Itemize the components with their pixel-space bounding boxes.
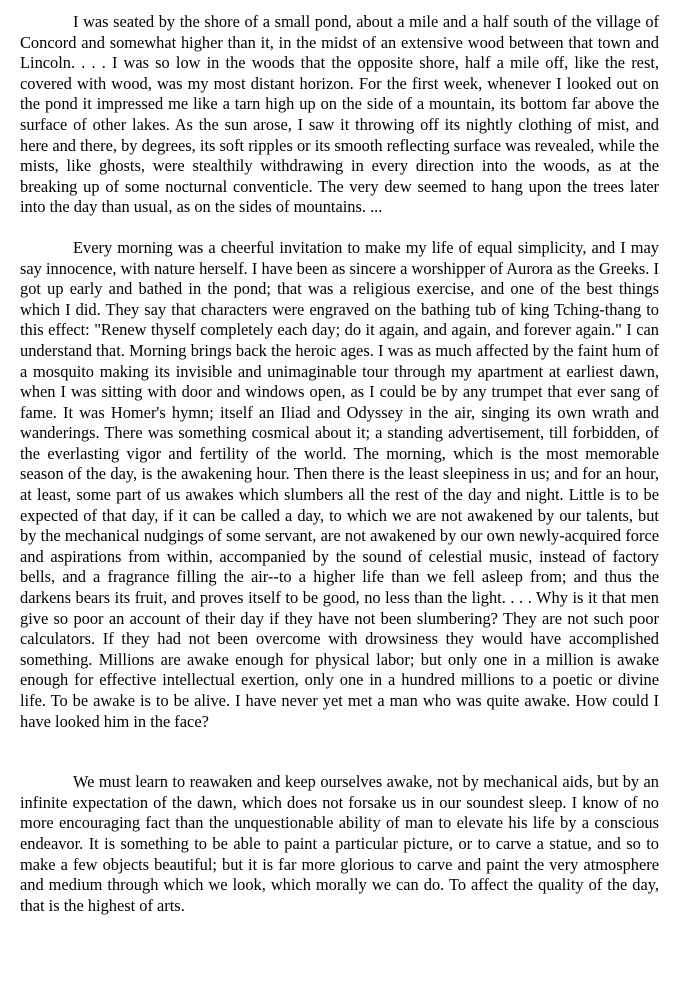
paragraph-every-morning: Every morning was a cheerful invitation to make my life of equal simplicity, and I may say innocence, with nature herself. I have been as sincere a worshipper of Aurora as the Greeks. I got up early and bathed in the pond; that was a religious exercise, and one of the best things which I did. They say that characters were engraved on the bathing tub of king Tching-thang to this effect: "Renew thyself completely each day; do it again, and again, and forever again." I can understand that. Morning brings back the heroic ages. I was as much affected by the faint hum of a mosquito making its invisible and unimaginable tour through my apartment at earliest dawn, when I was sitting with door and windows open, as I could be by any trumpet that ever sang of fame. It was Homer's hymn; itself an Iliad and Odyssey in the air, singing its own wrath and wanderings. There was something cosmical about it; a standing advertisement, till forbidden, of the everlasting vigor and fertility of the world. The morning, which is the most memorable season of the day, is the awakening hour. Then there is the least sleepiness in us; and for an hour, at least, some part of us awakes which slumbers all the rest of the day and night. Little is to be expected of that day, if it can be called a day, to which we are not awakened by our talents, but by the mechanical nudgings of some servant, are not awakened by our own newly-acquired force and aspirations from within, accompanied by the sound of celestial music, instead of factory bells, and a fragrance filling the air--to a higher life than we fell asleep from; and thus the darkens bears its fruit, and proves itself to be good, no less than the light. . . . Why is it that men give so poor an account of their day if they have not been slumbering? They are not such poor calculators. If they had not been overcome with drowsiness they would have accomplished something. Millions are awake enough for physical labor; but only one in a million is awake enough for effective intellectual exertion, only one in a hundred millions to a poetic or divine life. To be awake is to be alive. I have never yet met a man who was quite awake. How could I have looked him in the face?: [20, 237, 659, 731]
paragraph-walden-pond: I was seated by the shore of a small pond, about a mile and a half south of the village of Concord and somewhat higher than it, in the midst of an extensive wood between that town and Lincoln. . . . I was so low in the woods that the opposite shore, half a mile off, like the rest, covered with wood, was my most distant horizon. For the first week, whenever I looked out on the pond it impressed me like a tarn high up on the side of a mountain, its bottom far above the surface of other lakes. As the sun arose, I saw it throwing off its nightly clothing of mist, and here and there, by degrees, its soft ripples or its smooth reflecting surface was revealed, while the mists, like ghosts, were stealthily withdrawing in every direction into the woods, as at the breaking up of some nocturnal conventicle. The very dew seemed to hang upon the trees later into the day than usual, as on the sides of mountains. ...: [20, 12, 659, 217]
paragraph-reawaken: We must learn to reawaken and keep ourselves awake, not by mechanical aids, but by an infinite expectation of the dawn, which does not forsake us in our soundest sleep. I know of no more encouraging fact than the unquestionable ability of man to elevate his life by a conscious endeavor. It is something to be able to paint a particular picture, or to carve a statue, and so to make a few objects beautiful; but it is far more glorious to carve and paint the very atmosphere and medium through which we look, which morally we can do. To affect the quality of the day, that is the highest of arts.: [20, 772, 659, 915]
